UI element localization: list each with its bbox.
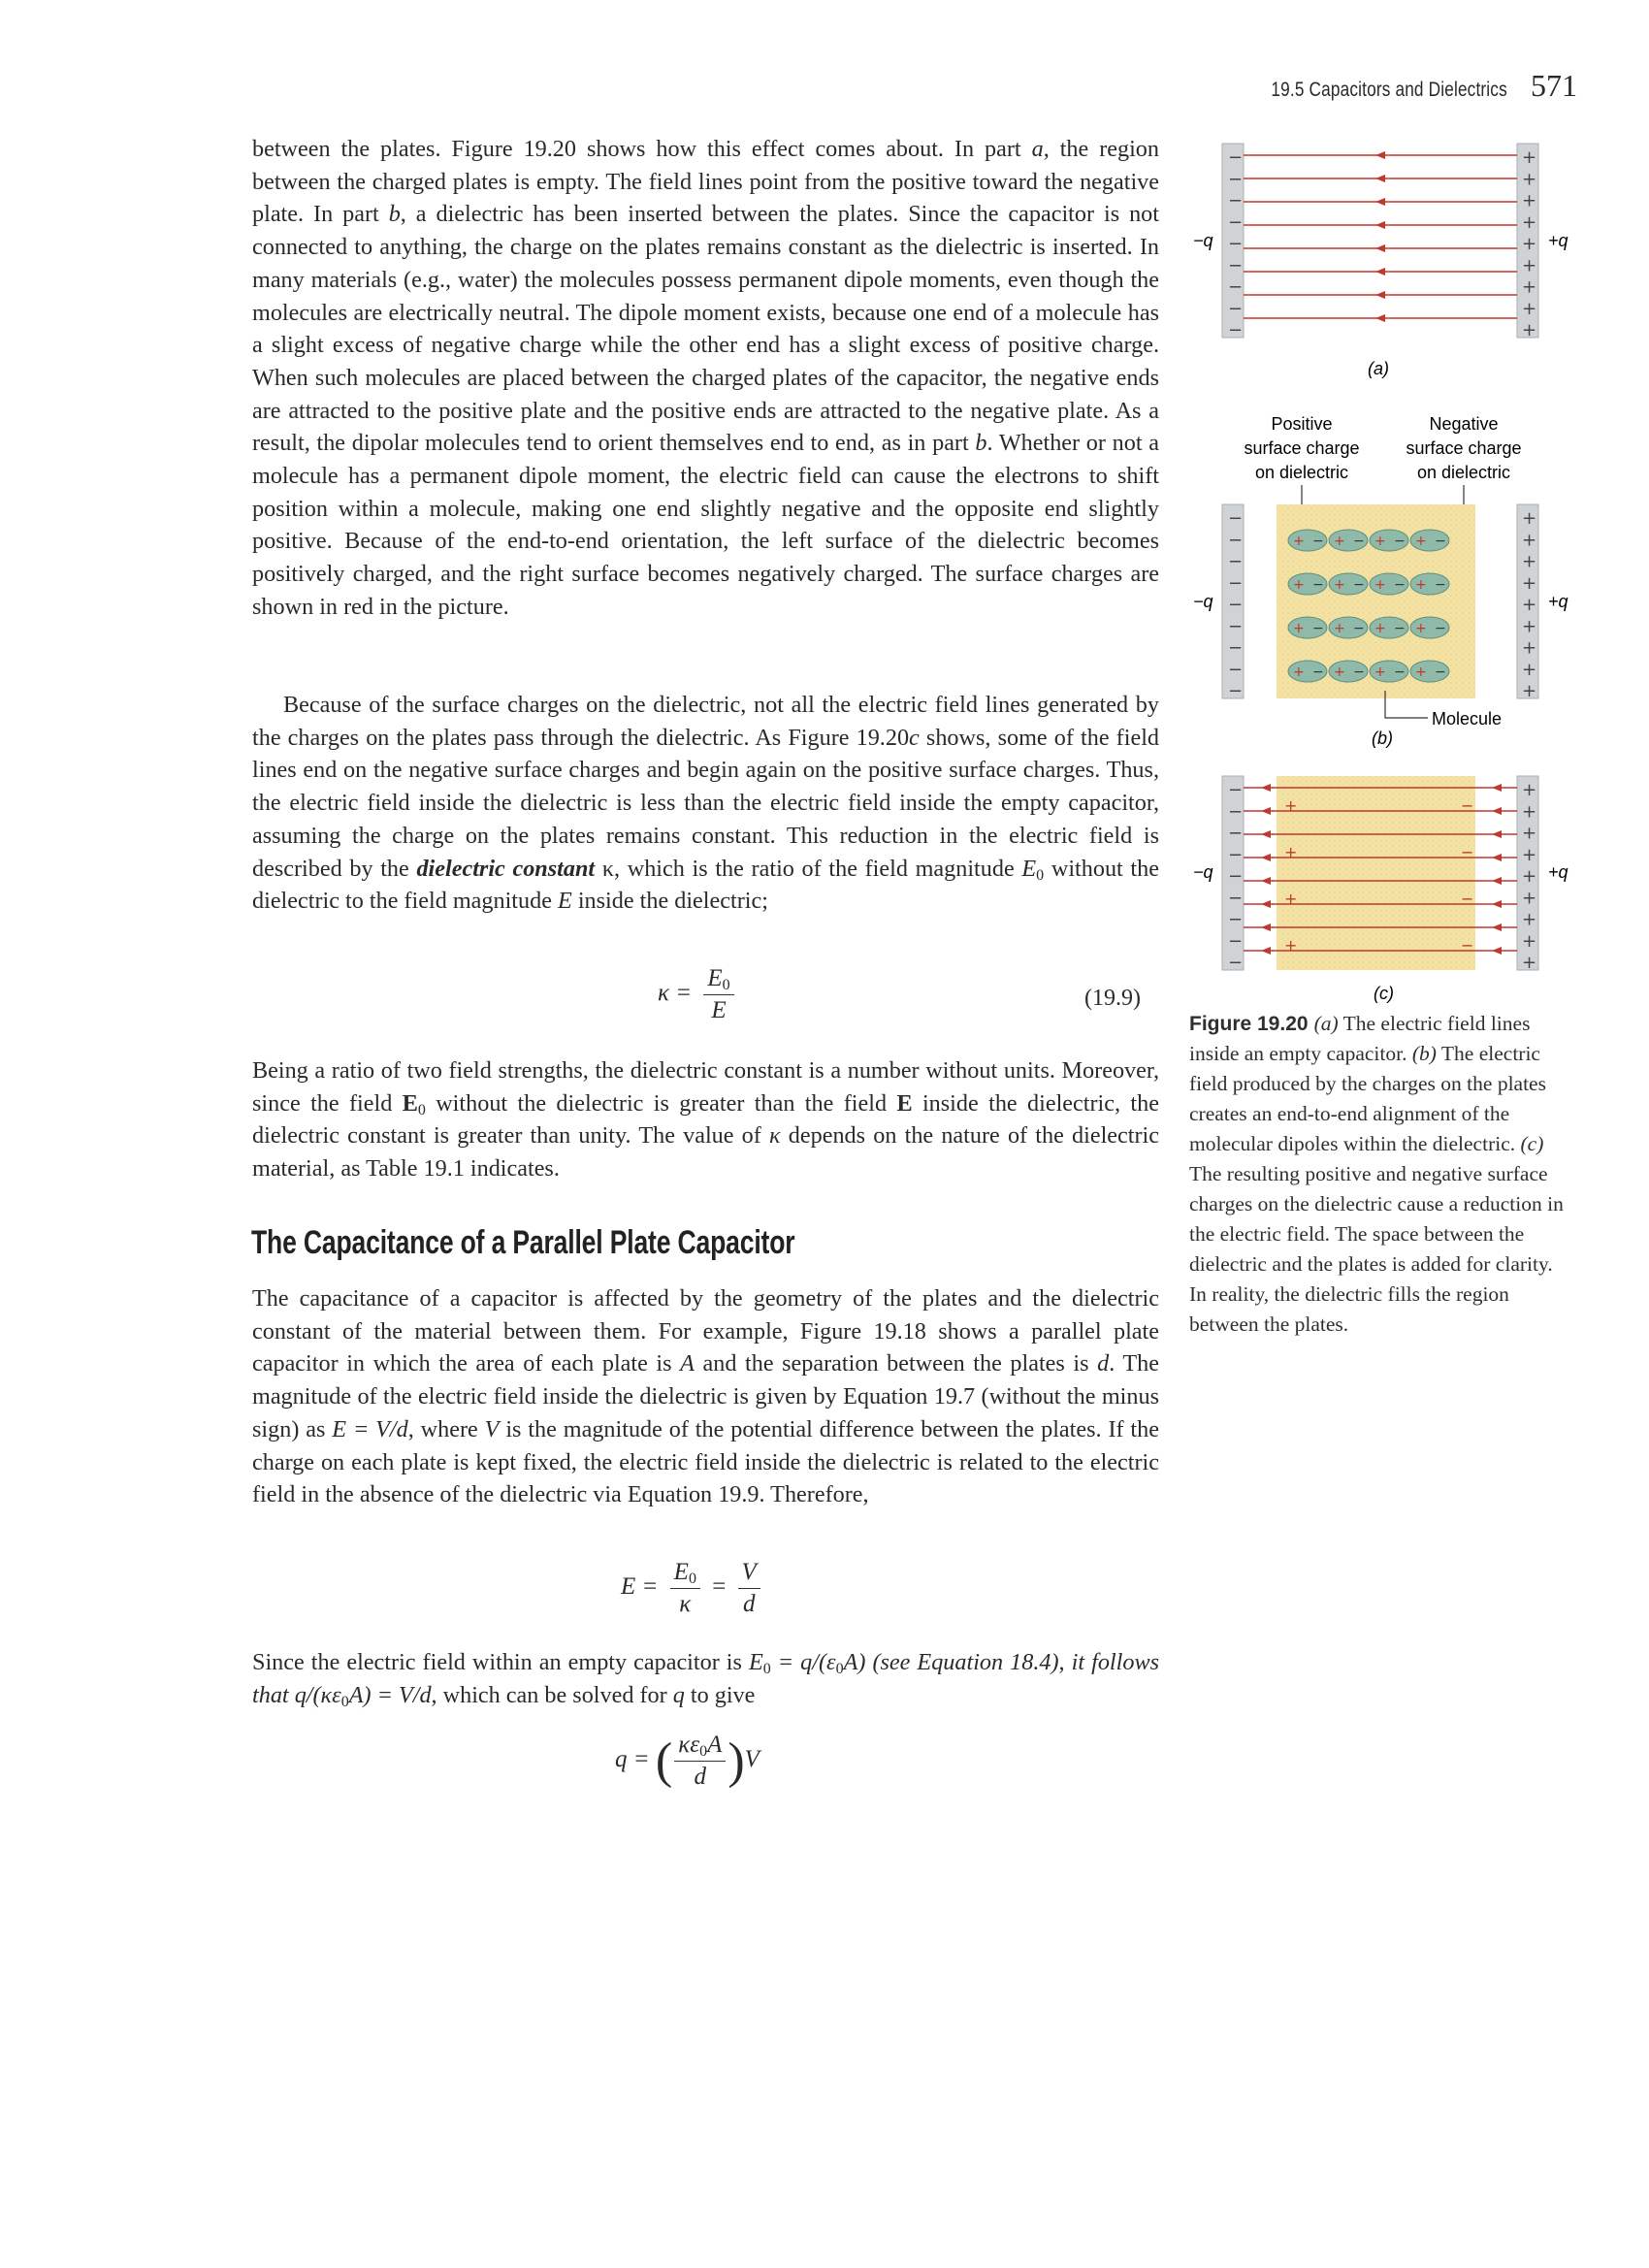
svg-text:−: −	[1312, 577, 1324, 593]
minus-sign: −	[1228, 508, 1244, 529]
arrow-head	[1375, 151, 1385, 159]
plus-sign: +	[1522, 211, 1537, 233]
svg-text:surface charge: surface charge	[1244, 438, 1360, 458]
figure-number: Figure 19.20	[1189, 1013, 1309, 1035]
svg-text:+: +	[1334, 621, 1345, 636]
arrow-head	[1492, 784, 1502, 792]
minus-sign: −	[1228, 953, 1244, 973]
plus-sign: +	[1522, 530, 1537, 551]
svg-text:−: −	[1394, 664, 1406, 680]
plus-sign: +	[1522, 801, 1537, 823]
minus-sign: −	[1228, 823, 1244, 844]
plus-sign: +	[1522, 234, 1537, 254]
svg-text:+: +	[1374, 534, 1386, 549]
plus-sign: +	[1522, 508, 1537, 529]
minus-sign: −	[1228, 866, 1244, 887]
minus-sign: −	[1228, 844, 1244, 865]
svg-text:+: +	[1415, 664, 1427, 680]
arrow-head	[1375, 198, 1385, 206]
plus-sign: +	[1522, 298, 1537, 319]
panel-c	[1193, 776, 1568, 1003]
svg-text:+: +	[1415, 534, 1427, 549]
svg-text:−: −	[1394, 577, 1406, 593]
svg-text:on dielectric: on dielectric	[1416, 463, 1511, 482]
term-dielectric-constant: dielectric constant	[416, 855, 596, 882]
dielectric-slab	[1277, 776, 1475, 970]
arrow-head	[1261, 877, 1271, 885]
minus-sign: −	[1228, 616, 1244, 637]
arrow-head	[1261, 947, 1271, 955]
arrow-head	[1261, 830, 1271, 838]
plus-sign: +	[1522, 909, 1537, 930]
molecule-label: Molecule	[1432, 709, 1503, 729]
arrow-head	[1492, 807, 1502, 815]
svg-text:Positive: Positive	[1271, 414, 1333, 434]
page-number: 571	[1531, 68, 1577, 103]
plus-sign: +	[1522, 659, 1537, 680]
minus-sign: −	[1228, 169, 1244, 190]
plus-sign: +	[1522, 844, 1537, 865]
svg-text:+: +	[1415, 621, 1427, 636]
minus-sign: −	[1228, 572, 1244, 594]
arrow-head	[1261, 923, 1271, 931]
svg-text:−: −	[1435, 534, 1446, 549]
minus-sign: −	[1228, 930, 1244, 952]
equation-19-9: κ = $\frac{E_0}{E}$	[658, 965, 740, 1024]
arrow-head	[1375, 291, 1385, 299]
plus-sign: +	[1522, 147, 1537, 168]
surface-charge-positive: +	[1284, 936, 1298, 955]
arrow-head	[1375, 175, 1385, 182]
charge-label-right: +q	[1548, 231, 1568, 250]
minus-sign: −	[1228, 276, 1244, 298]
svg-text:−: −	[1435, 577, 1446, 593]
svg-text:−: −	[1312, 534, 1324, 549]
plus-sign: +	[1522, 169, 1537, 190]
arrow-head	[1261, 807, 1271, 815]
arrow-head	[1375, 221, 1385, 229]
minus-sign: −	[1228, 190, 1244, 211]
paragraph-2: Because of the surface charges on the dielectric, not all the electric field lines generated by the charges on the plates pass through the dielectric. As Figure 19.20c shows, some of the field lines end on the negative surface charges and begin again on the positive surface charges. Thus, the electric field inside the dielectric is less than the electric field inside the empty capacitor, assuming the charge on the plates remains constant. This reduction in the electric field is described by the dielectric constant κ, which is the ratio of the field magnitude $E_0$ without the dielectric to the field magnitude E inside the dielectric;	[252, 692, 1160, 915]
panel-label-b: (b)	[1372, 729, 1393, 748]
svg-text:−: −	[1312, 664, 1324, 680]
minus-sign: −	[1228, 681, 1244, 701]
minus-sign: −	[1228, 659, 1244, 680]
paragraph-3: Being a ratio of two field strengths, the dielectric constant is a number without units. Moreover, since the field $E_0$ without the dielectric is greater than the field E inside the dielectric, the dielectric constant is greater than unity. The value of κ depends on the nature of the dielectric material, as Table 19.1 indicates.	[252, 1057, 1159, 1183]
svg-text:+: +	[1374, 664, 1386, 680]
arrow-head	[1492, 947, 1502, 955]
minus-sign: −	[1228, 780, 1244, 800]
svg-text:+: +	[1334, 577, 1345, 593]
paragraph-1: between the plates. Figure 19.20 shows how this effect comes about. In part a, the region between the charged plates is empty. The field lines point from the positive toward the negative plate. In part b, a dielectric has been inserted between the plates. Since the capacitor is not connected to anything, the charge on the plates remains constant as the dielectric is inserted. In many materials (e.g., water) the molecules possess permanent dipole moments, even though the molecules are electrically neutral. The dipole moment exists, because one end of a molecule has a slight excess of negative charge while the other end has a slight excess of positive charge. When such molecules are placed between the charged plates of the capacitor, the negative ends are attracted to the positive plate and the positive ends are attracted to the negative plate. As a result, the dipolar molecules tend to orient themselves end to end, as in part b. Whether or not a molecule has a permanent dipole moment, the electric field can cause the electrons to shift position within a molecule, making one end slightly negative and the opposite end slightly positive. Because of the end-to-end orientation, the left surface of the dielectric becomes positively charged, and the right surface becomes negatively charged. The surface charges are shown in red in the picture.	[252, 136, 1160, 620]
surface-charge-negative: −	[1461, 796, 1474, 815]
section-heading: The Capacitance of a Parallel Plate Capacitor	[251, 1224, 795, 1261]
surface-charge-positive: +	[1284, 796, 1298, 815]
minus-sign: −	[1228, 234, 1244, 254]
svg-text:+: +	[1334, 664, 1345, 680]
svg-text:−: −	[1353, 621, 1365, 636]
paragraph-5: Since the electric field within an empty capacitor is $E_0 = q/(\varepsilon_0A)$ (see Equation 18.4), it follows that $q/(\kappa\varepsilon_0A) = V/d$, which can be solved for q to give	[252, 1649, 1159, 1710]
plus-sign: +	[1522, 595, 1537, 615]
arrow-head	[1375, 314, 1385, 322]
minus-sign: −	[1228, 551, 1244, 572]
plus-sign: +	[1522, 930, 1537, 952]
svg-text:surface charge: surface charge	[1406, 438, 1522, 458]
section-title: 19.5 Capacitors and Dielectrics	[1271, 79, 1507, 101]
svg-text:−: −	[1394, 621, 1406, 636]
svg-text:+: +	[1293, 621, 1305, 636]
plus-sign: +	[1522, 190, 1537, 211]
arrow-head	[1375, 268, 1385, 275]
minus-sign: −	[1228, 801, 1244, 823]
minus-sign: −	[1228, 147, 1244, 168]
surface-charge-negative: −	[1461, 890, 1474, 908]
plus-sign: +	[1522, 953, 1537, 973]
minus-sign: −	[1228, 888, 1244, 909]
arrow-head	[1492, 854, 1502, 861]
equation-field-ratio: E = $\frac{E_0}{\kappa}$ = $\frac{V}{d}$	[621, 1559, 766, 1618]
svg-text:Negative: Negative	[1429, 414, 1499, 434]
plus-sign: +	[1522, 551, 1537, 572]
arrow-head	[1492, 877, 1502, 885]
plus-sign: +	[1522, 572, 1537, 594]
svg-text:+: +	[1415, 577, 1427, 593]
plus-sign: +	[1522, 637, 1537, 659]
field-lines	[1244, 151, 1517, 322]
svg-text:−: −	[1353, 577, 1365, 593]
svg-text:+: +	[1293, 534, 1305, 549]
equation-charge: q = ( $\frac{\kappa\varepsilon_0A}{d}$ )V	[615, 1732, 760, 1790]
plus-sign: +	[1522, 866, 1537, 887]
arrow-head	[1492, 900, 1502, 908]
panel-b	[1193, 414, 1568, 748]
svg-text:−: −	[1435, 664, 1446, 680]
svg-text:on dielectric: on dielectric	[1254, 463, 1349, 482]
surface-charge-negative: −	[1461, 936, 1474, 955]
plus-sign: +	[1522, 616, 1537, 637]
svg-text:+: +	[1293, 664, 1305, 680]
arrow-head	[1261, 854, 1271, 861]
svg-text:−: −	[1394, 534, 1406, 549]
equation-number: (19.9)	[1084, 986, 1141, 1011]
charge-label-left: −q	[1193, 862, 1213, 882]
panel-a	[1193, 144, 1568, 378]
minus-sign: −	[1228, 298, 1244, 319]
surface-charge-positive: +	[1284, 843, 1298, 861]
svg-text:−: −	[1353, 534, 1365, 549]
svg-text:−: −	[1353, 664, 1365, 680]
svg-text:+: +	[1293, 577, 1305, 593]
panel-label-c: (c)	[1374, 984, 1394, 1003]
surface-charge-positive: +	[1284, 890, 1298, 908]
arrow-head	[1492, 830, 1502, 838]
svg-text:−: −	[1435, 621, 1446, 636]
charge-label-right: +q	[1548, 862, 1568, 882]
charge-label-right: +q	[1548, 592, 1568, 611]
minus-sign: −	[1228, 530, 1244, 551]
plus-sign: +	[1522, 320, 1537, 340]
figure-caption: Figure 19.20 (a) The electric field lines inside an empty capacitor. (b) The electric field produced by the charges on the plates creates an end-to-end alignment of the molecular dipoles within the dielectric. (c) The resulting positive and negative surface charges on the dielectric cause a reduction in the electric field. The space between the dielectric and the plates is added for clarity. In reality, the dielectric fills the region between the plates.	[1189, 1012, 1564, 1336]
plus-sign: +	[1522, 823, 1537, 844]
minus-sign: −	[1228, 320, 1244, 340]
plus-sign: +	[1522, 780, 1537, 800]
svg-text:+: +	[1334, 534, 1345, 549]
arrow-head	[1492, 923, 1502, 931]
surface-charge-negative: −	[1461, 843, 1474, 861]
arrow-head	[1261, 784, 1271, 792]
plus-sign: +	[1522, 276, 1537, 298]
minus-sign: −	[1228, 255, 1244, 276]
minus-sign: −	[1228, 637, 1244, 659]
arrow-head	[1261, 900, 1271, 908]
minus-sign: −	[1228, 211, 1244, 233]
plus-sign: +	[1522, 888, 1537, 909]
paragraph-4: The capacitance of a capacitor is affected by the geometry of the plates and the dielectric constant of the material between them. For example, Figure 19.18 shows a parallel plate capacitor in which the area of each plate is A and the separation between the plates is d. The magnitude of the electric field inside the dielectric is given by Equation 19.7 (without the minus sign) as E = V/d, where V is the magnitude of the potential difference between the plates. If the charge on each plate is kept fixed, the electric field inside the dielectric is related to the electric field in the absence of the dielectric via Equation 19.9. Therefore,	[252, 1285, 1159, 1508]
svg-text:+: +	[1374, 577, 1386, 593]
svg-text:+: +	[1374, 621, 1386, 636]
plus-sign: +	[1522, 681, 1537, 701]
charge-label-left: −q	[1193, 231, 1213, 250]
panel-label-a: (a)	[1368, 359, 1389, 378]
minus-sign: −	[1228, 909, 1244, 930]
minus-sign: −	[1228, 595, 1244, 615]
arrow-head	[1375, 244, 1385, 252]
charge-label-left: −q	[1193, 592, 1213, 611]
svg-text:−: −	[1312, 621, 1324, 636]
plus-sign: +	[1522, 255, 1537, 276]
